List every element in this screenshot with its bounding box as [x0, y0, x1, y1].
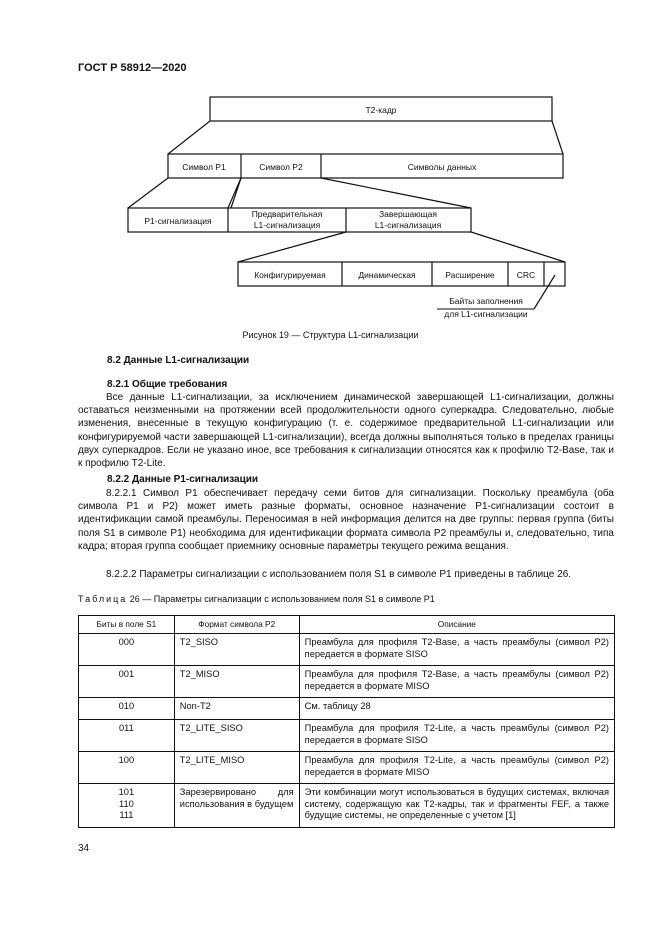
cell-format: T2_SISO [174, 634, 299, 666]
p2-symbol-label: Символ P2 [259, 162, 303, 172]
cell-format: Зарезервировано для использования в будущем [174, 784, 299, 828]
header-format: Формат символа P2 [174, 616, 299, 634]
cell-format: Non-T2 [174, 698, 299, 720]
cell-format: T2_LITE_MISO [174, 752, 299, 784]
padding-label-line1: Байты заполнения [449, 296, 523, 306]
section-heading: 8.2 Данные L1-сигнализации [107, 355, 250, 366]
cell-format: T2_LITE_SISO [174, 720, 299, 752]
p1-symbol-paragraph: 8.2.2.1 Символ P1 обеспечивает передачу семи битов для сигнализации. Поскольку преамбула (оба символа P1 и P2) может иметь разные форматы, основное назначение P1-сигнализации состоит в идентификации самой преамбулы. Переносимая в ней информация делится на две группы: первая группа (биты поля S1 в символе P1) необходима для идентификации формата символа P2 преамбулы и, следовательно, типа кадра; вторая группа сообщает приемнику основные параметры текущего режима вещания. [78, 488, 614, 552]
table-row [79, 698, 615, 720]
expand-line-post-right [471, 232, 565, 262]
cell-description: Преамбула для профиля T2-Lite, а часть преамбулы (символ P2) передается в формате MISO [299, 752, 614, 784]
header-bits: Биты в поле S1 [79, 616, 175, 634]
extension-label: Расширение [445, 270, 495, 280]
table-caption-prefix: Таблица [78, 594, 128, 604]
table-row [79, 634, 615, 666]
expand-line-p2-left [231, 178, 241, 208]
s1-parameters-paragraph: 8.2.2.2 Параметры сигнализации с использованием поля S1 в символе P1 приведены в таблице 26. [106, 569, 572, 580]
p1-symbol-label: Символ P1 [182, 162, 226, 172]
data-symbols-label: Символы данных [407, 162, 477, 172]
s1-parameters-table [78, 615, 615, 828]
pre-signalling-label-line2: L1-сигнализация [253, 220, 321, 230]
cell-description: Преамбула для профиля T2-Lite, а часть преамбулы (символ P2) передается в формате SISO [299, 720, 614, 752]
expand-line-p2-right [321, 178, 471, 208]
l1-signalling-structure-diagram [0, 0, 661, 330]
subsection-heading-p1-data: 8.2.2 Данные P1-сигнализации [107, 474, 259, 485]
figure-caption: Рисунок 19 — Структура L1-сигнализации [242, 330, 419, 340]
page-number: 34 [78, 843, 90, 854]
dynamic-label: Динамическая [358, 270, 416, 280]
pre-signalling-label-line1: Предварительная [251, 209, 323, 219]
cell-description: Эти комбинации могут использоваться в будущих системах, включая систему, содержащую как T2-кадры, так и фрагменты FEF, а также будущие системы, не определенные с учетом [1] [299, 784, 614, 828]
expand-line-p1-left [128, 178, 168, 208]
crc-label: CRC [516, 270, 536, 280]
cell-bits: 101 110 111 [79, 784, 175, 828]
cell-description: Преамбула для профиля T2-Base, а часть преамбулы (символ P2) передается в формате SISO [299, 634, 614, 666]
post-signalling-label-line2: L1-сигнализация [374, 220, 442, 230]
padding-label-line2: для L1-сигнализации [444, 309, 528, 319]
cell-bits: 000 [79, 634, 175, 666]
table-row [79, 784, 615, 828]
table-row [79, 752, 615, 784]
expand-line-post-left [238, 232, 346, 262]
table-caption-text: 26 — Параметры сигнализации с использованием поля S1 в символе P1 [127, 594, 435, 604]
frame-symbols-box [168, 154, 563, 178]
p1-signalling-label: P1-сигнализация [144, 216, 212, 226]
t2-frame-label: T2-кадр [365, 105, 397, 115]
cell-bits: 011 [79, 720, 175, 752]
table-row [79, 666, 615, 698]
table-caption [78, 594, 435, 604]
post-signalling-label-line1: Завершающая [379, 209, 437, 219]
cell-bits: 010 [79, 698, 175, 720]
cell-bits: 001 [79, 666, 175, 698]
document-code: ГОСТ Р 58912—2020 [78, 62, 187, 74]
subsection-heading-general: 8.2.1 Общие требования [107, 379, 228, 390]
cell-description: Преамбула для профиля T2-Base, а часть преамбулы (символ P2) передается в формате MISO [299, 666, 614, 698]
expand-line-right [552, 121, 563, 154]
cell-bits: 100 [79, 752, 175, 784]
header-description: Описание [299, 616, 614, 634]
configurable-label: Конфигурируемая [254, 270, 326, 280]
table-header-row [79, 616, 615, 634]
cell-format: T2_MISO [174, 666, 299, 698]
table-row [79, 720, 615, 752]
expand-line-left [168, 121, 210, 154]
general-requirements-paragraph: Все данные L1-сигнализации, за исключением динамической завершающей L1-сигнализации, должны оставаться неизменными на протяжении всей продолжительности одного суперкадра. Следовательно, любые изменения, внесенные в текущую конфигурацию (т. е. содержимое предварительной L1-сигнализации или конфигурируемой части завершающей L1-сигнализации), всегда должны выполняться только в пределах границы двух суперкадров. Если не указано иное, все требования к сигнализации относятся как к профилю T2-Base, так и к профилю T2-Lite. [78, 392, 614, 470]
cell-description: См. таблицу 28 [299, 698, 614, 720]
